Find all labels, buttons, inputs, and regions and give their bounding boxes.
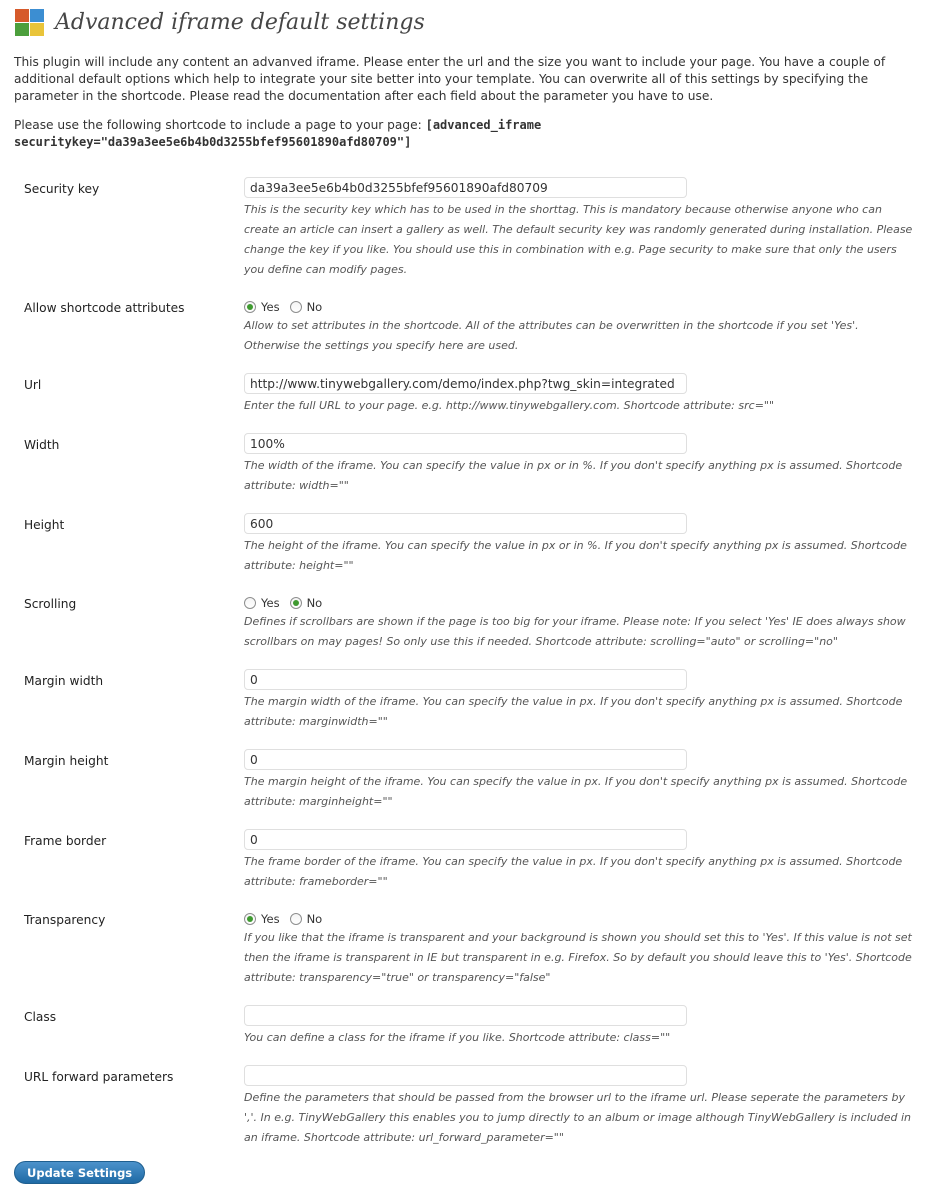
scrolling-no-label: No [306,596,323,610]
margin-height-description: The margin height of the iframe. You can specify the value in px. If you don't specify anything px is assumed. Shortcode attribute: marginheight="" [244,775,908,808]
label-margin-height: Margin height [24,754,109,768]
scrolling-no-radio[interactable] [290,597,302,609]
label-width: Width [24,438,60,452]
security-key-description: This is the security key which has to be used in the shorttag. This is mandatory because otherwise anyone who can create an article can insert a gallery as well. The default security key was randomly generated during installation. Please change the key if you like. You should use this in combination with e.g. Page security to make sure that only the users you define can modify pages. [244,203,913,276]
height-description: The height of the iframe. You can specify the value in px or in %. If you don't specify anything px is assumed. Shortcode attribute: height="" [244,539,907,572]
allow-shortcode-description: Allow to set attributes in the shortcode. All of the attributes can be overwritten in the shortcode if you set 'Yes'. Otherwise the settings you specify here are used. [244,319,859,352]
url-forward-description: Define the parameters that should be passed from the browser url to the iframe url. Please seperate the parameters by ','. In e.g. TinyWebGallery this enables you to jump directly to an album or image although TinyWebGallery is included in an iframe. Shortcode attribute: url_forward_parameter="" [244,1091,912,1144]
allow-shortcode-yes-label: Yes [261,300,280,314]
scrolling-yes-option[interactable] [244,596,280,610]
transparency-description: If you like that the iframe is transparent and your background is shown you should set this to 'Yes'. If this value is not set then the iframe is transparent in IE but transparent in e.g. Firefox. So by default you should leave this to 'Yes'. Shortcode attribute: transparency="true" or transparency="false" [244,931,912,984]
label-transparency: Transparency [24,913,106,927]
frame-border-input[interactable] [244,829,687,850]
margin-width-description: The margin width of the iframe. You can specify the value in px. If you don't specify anything px is assumed. Shortcode attribute: marginwidth="" [244,695,903,728]
page-title: Advanced iframe default settings [55,9,425,35]
shortcode-text: [advanced_iframe securitykey="da39a3ee5e6b4b0d3255bfef95601890afd80709"] [14,118,542,149]
width-description: The width of the iframe. You can specify the value in px or in %. If you don't specify anything px is assumed. Shortcode attribute: width="" [244,459,903,492]
label-url: Url [24,378,42,392]
class-input[interactable] [244,1005,687,1026]
label-margin-width: Margin width [24,674,104,688]
margin-width-input[interactable] [244,669,687,690]
intro-text: This plugin will include any content an advanved iframe. Please enter the url and the size you want to include your page. You have a couple of additional default options which help to integrate your site better into your template. You can overwrite all of this settings by specifying the parameter in the shortcode. Please read the documentation after each field about the parameter you have to use. [14,55,886,103]
transparency-radio-group [244,911,332,927]
page-header [14,6,425,38]
shortcode-intro: Please use the following shortcode to include a page to your page: [14,118,422,132]
width-input[interactable] [244,433,687,454]
transparency-yes-radio[interactable] [244,913,256,925]
scrolling-yes-label: Yes [261,596,280,610]
label-frame-border: Frame border [24,834,107,848]
label-scrolling: Scrolling [24,597,77,611]
label-allow-shortcode: Allow shortcode attributes [24,301,185,315]
allow-shortcode-yes-option[interactable] [244,300,280,314]
plugin-logo-icon [14,7,46,37]
transparency-no-option[interactable] [290,912,323,926]
allow-shortcode-no-option[interactable] [290,300,323,314]
security-key-input[interactable] [244,177,687,198]
transparency-no-label: No [306,912,323,926]
transparency-no-radio[interactable] [290,913,302,925]
allow-shortcode-radio-group [244,299,332,315]
allow-shortcode-no-label: No [306,300,323,314]
allow-shortcode-no-radio[interactable] [290,301,302,313]
margin-height-input[interactable] [244,749,687,770]
update-settings-button[interactable]: Update Settings [14,1161,145,1184]
transparency-yes-option[interactable] [244,912,280,926]
url-description: Enter the full URL to your page. e.g. http://www.tinywebgallery.com. Shortcode attribute: src="" [244,399,775,412]
url-forward-input[interactable] [244,1065,687,1086]
transparency-yes-label: Yes [261,912,280,926]
url-input[interactable] [244,373,687,394]
scrolling-radio-group [244,595,332,611]
height-input[interactable] [244,513,687,534]
frame-border-description: The frame border of the iframe. You can specify the value in px. If you don't specify anything px is assumed. Shortcode attribute: frameborder="" [244,855,903,888]
label-class: Class [24,1010,57,1024]
scrolling-yes-radio[interactable] [244,597,256,609]
label-url-forward: URL forward parameters [24,1070,174,1084]
label-security-key: Security key [24,182,100,196]
class-description: You can define a class for the iframe if you like. Shortcode attribute: class="" [244,1031,671,1044]
shortcode-line [14,117,920,151]
scrolling-no-option[interactable] [290,596,323,610]
allow-shortcode-yes-radio[interactable] [244,301,256,313]
scrolling-description: Defines if scrollbars are shown if the page is too big for your iframe. Please note: If you select 'Yes' IE does always show scrollbars on may pages! So only use this if needed. Shortcode attribute: scrolling="auto" or scrolling="no" [244,615,906,648]
label-height: Height [24,518,65,532]
